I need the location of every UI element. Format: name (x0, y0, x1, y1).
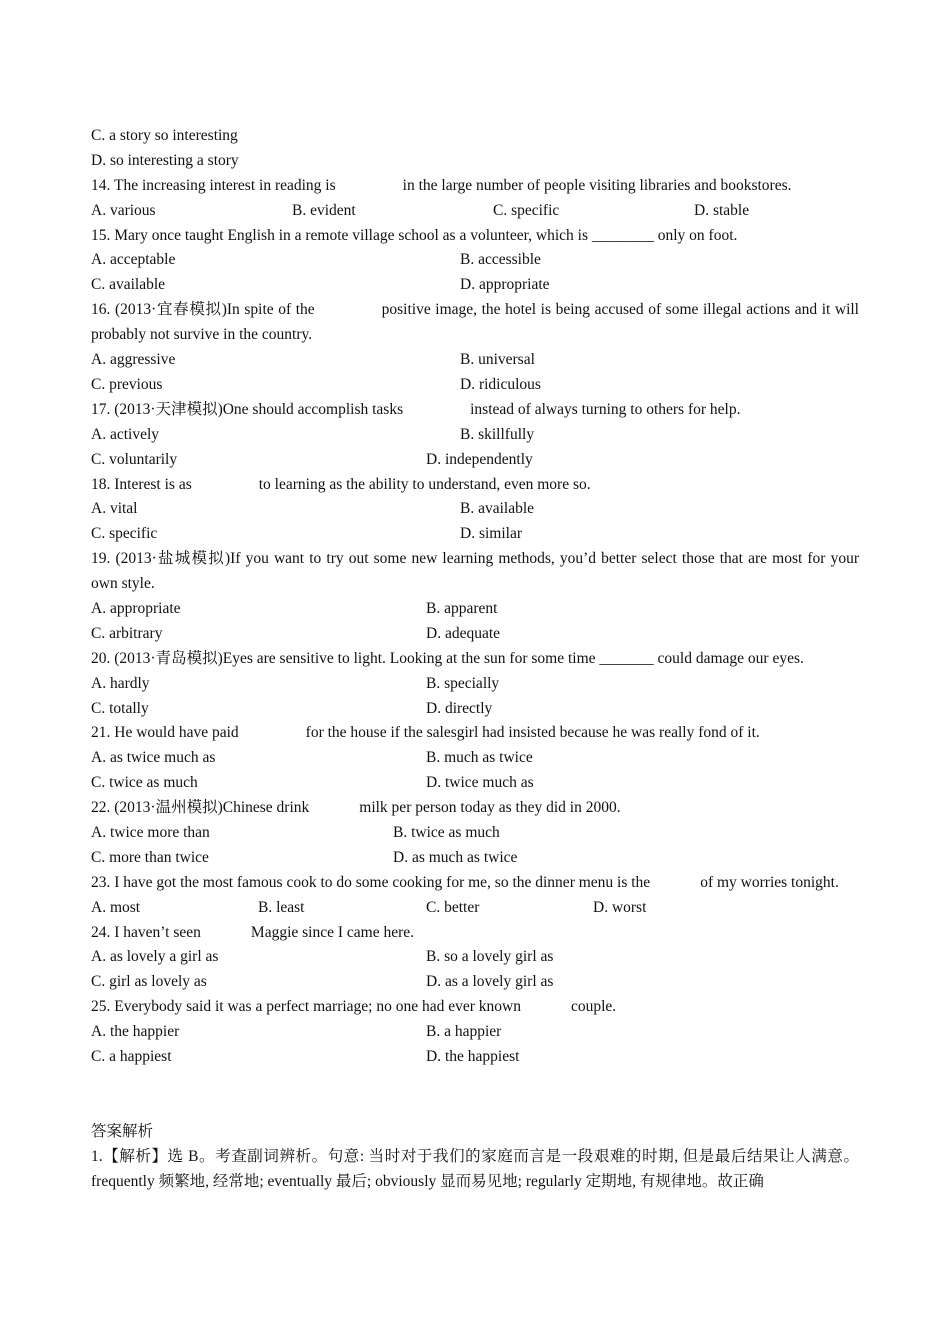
option: B. apparent (426, 599, 498, 617)
option: C. arbitrary (91, 624, 163, 642)
option: B. skillfully (460, 425, 535, 443)
option: B. evident (292, 201, 356, 219)
question-19-options-row2 (91, 622, 859, 647)
question-18-stem: 18. Interest is as to learning as the ability to understand, even more so. (91, 475, 591, 493)
question-16-stem: 16. (2013·宜春模拟)In spite of the positive image, the hotel is being accused of some illegal actions and it will probably not survive in the country. (91, 301, 859, 344)
option: D. ridiculous (460, 375, 541, 393)
question-23-options (91, 896, 859, 921)
option: A. twice more than (91, 824, 210, 842)
option: A. most (91, 898, 141, 916)
option: C. voluntarily (91, 450, 178, 468)
question-23-stem: 23. I have got the most famous cook to do some cooking for me, so the dinner menu is the of my worries tonight. (91, 873, 839, 891)
question-24-options-row1 (91, 945, 859, 970)
question-15-stem: 15. Mary once taught English in a remote village school as a volunteer, which is ________ only on foot. (91, 226, 738, 244)
question-22-options-row2 (91, 846, 859, 871)
question-21-stem: 21. He would have paid for the house if the salesgirl had insisted because he was really fond of it. (91, 724, 760, 742)
option: A. appropriate (91, 599, 181, 617)
question-21-options-row2 (91, 771, 859, 796)
option: D. stable (694, 201, 750, 219)
option: D. worst (593, 898, 647, 916)
option: C. a happiest (91, 1048, 172, 1066)
option: B. so a lovely girl as (426, 948, 554, 966)
option: D. as a lovely girl as (426, 973, 554, 991)
question-14-stem: 14. The increasing interest in reading is in the large number of people visiting libraries and bookstores. (91, 176, 792, 194)
question-19-options-row1 (91, 597, 859, 622)
document-page (91, 124, 859, 1195)
option: C. specific (493, 201, 560, 219)
question-20-options-row1 (91, 672, 859, 697)
question-17-options-row2 (91, 448, 859, 473)
question-24-stem: 24. I haven’t seen Maggie since I came here. (91, 923, 415, 941)
option: B. much as twice (426, 749, 533, 767)
option: D. directly (426, 699, 493, 717)
option: C. specific (91, 525, 158, 543)
option: D. similar (460, 525, 522, 543)
option: B. universal (460, 351, 535, 369)
question-16-options-row2 (91, 373, 859, 398)
option: C. more than twice (91, 848, 209, 866)
option: A. as lovely a girl as (91, 948, 219, 966)
option: A. actively (91, 425, 160, 443)
option-d-prev: D. so interesting a story (91, 151, 239, 169)
question-25-options-row2 (91, 1045, 859, 1070)
option: A. aggressive (91, 351, 176, 369)
option: A. the happier (91, 1023, 180, 1041)
question-25-options-row1 (91, 1020, 859, 1045)
option: A. vital (91, 500, 138, 518)
option: B. specially (426, 674, 500, 692)
question-21-options-row1 (91, 746, 859, 771)
option: C. twice as much (91, 774, 198, 792)
section-spacer (91, 1070, 859, 1120)
question-18-options-row2 (91, 522, 859, 547)
question-24-options-row2 (91, 970, 859, 995)
option: A. acceptable (91, 251, 176, 269)
question-14-options (91, 199, 859, 224)
option: D. appropriate (460, 276, 550, 294)
option: B. a happier (426, 1023, 502, 1041)
option-c-prev: C. a story so interesting (91, 127, 238, 144)
question-15-options-row1 (91, 248, 859, 273)
option: C. totally (91, 699, 149, 717)
answer-explanation-1: 1.【解析】选 B。考查副词辨析。句意: 当时对于我们的家庭而言是一段艰难的时期, 但是最后结果让人满意。frequently 频繁地, 经常地; eventually 最后; obviously 显而易见地; regularly 定期地, 有规律地。故正确 (91, 1147, 859, 1190)
option: C. girl as lovely as (91, 973, 207, 991)
answers-heading: 答案解析 (91, 1122, 154, 1140)
option: B. twice as much (393, 824, 500, 842)
option: D. the happiest (426, 1048, 520, 1066)
question-19-stem: 19. (2013·盐城模拟)If you want to try out some new learning methods, you’d better select those that are most for your own style. (91, 550, 859, 593)
question-18-options-row1 (91, 497, 859, 522)
option: B. accessible (460, 251, 541, 269)
option: B. available (460, 500, 535, 518)
question-17-options-row1 (91, 423, 859, 448)
option: A. as twice much as (91, 749, 216, 767)
question-22-stem: 22. (2013·温州模拟)Chinese drink milk per person today as they did in 2000. (91, 799, 621, 817)
option: D. twice much as (426, 774, 534, 792)
question-20-options-row2 (91, 697, 859, 722)
question-17-stem: 17. (2013·天津模拟)One should accomplish tasks instead of always turning to others for help. (91, 400, 741, 418)
option: C. previous (91, 375, 163, 393)
question-20-stem: 20. (2013·青岛模拟)Eyes are sensitive to light. Looking at the sun for some time _______ could damage our eyes. (91, 649, 804, 667)
question-25-stem: 25. Everybody said it was a perfect marriage; no one had ever known couple. (91, 998, 617, 1016)
option: C. available (91, 276, 166, 294)
option: D. adequate (426, 624, 501, 642)
option: A. various (91, 201, 156, 219)
option: A. hardly (91, 674, 150, 692)
question-16-options-row1 (91, 348, 859, 373)
question-22-options-row1 (91, 821, 859, 846)
option: B. least (258, 898, 305, 916)
question-15-options-row2 (91, 273, 859, 298)
option: C. better (426, 898, 480, 916)
option: D. independently (426, 450, 533, 468)
option: D. as much as twice (393, 848, 518, 866)
